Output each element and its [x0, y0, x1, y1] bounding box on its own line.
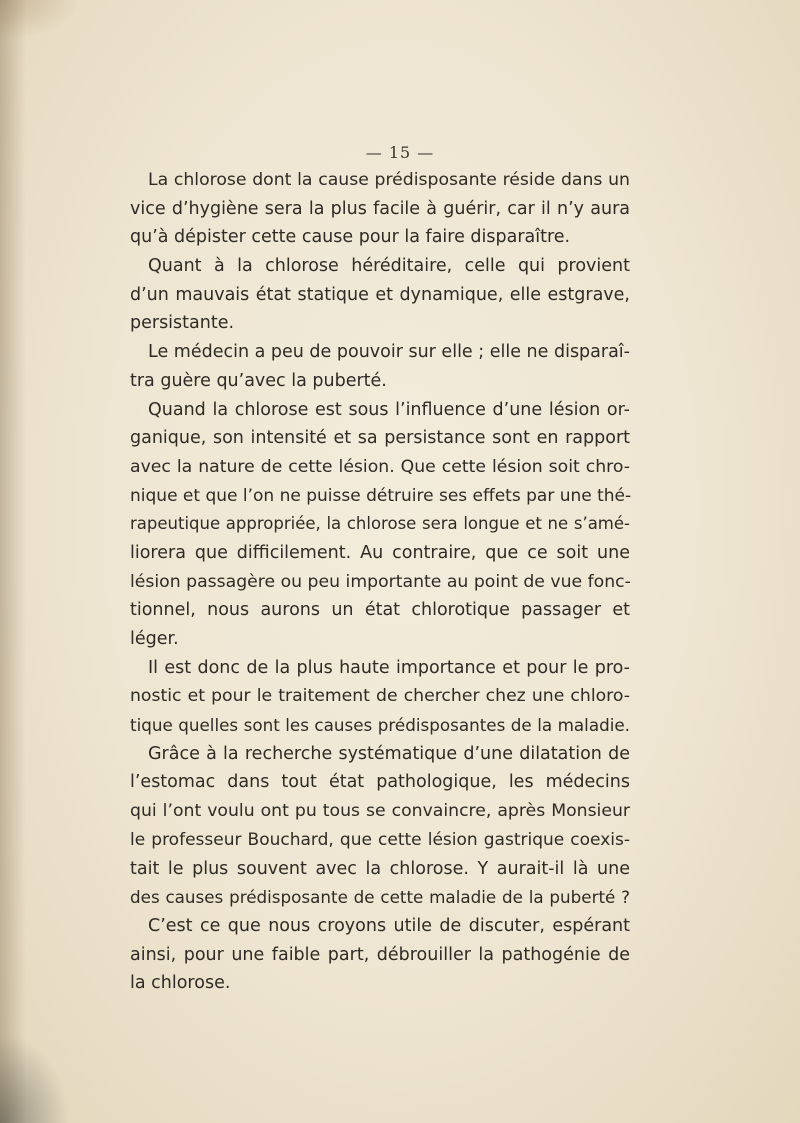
text-line: qui l’ont voulu ont pu tous se convaincre, après Monsieur: [130, 801, 630, 822]
text-line: Le médecin a peu de pouvoir sur elle ; elle ne disparaî-: [148, 342, 630, 363]
text-line: Quand la chlorose est sous l’influence d’une lésion or-: [148, 399, 630, 420]
text-line: ainsi, pour une faible part, débrouiller la pathogénie de: [130, 944, 630, 965]
text-line: Il est donc de la plus haute importance et pour le pro-: [148, 657, 630, 678]
text-line: nostic et pour le traitement de chercher chez une chloro-: [130, 686, 630, 707]
text-line: le professeur Bouchard, que cette lésion gastrique coexis-: [130, 829, 630, 850]
page-edge-shadow: [0, 0, 26, 1123]
text-line: C’est ce que nous croyons utile de discuter, espérant: [148, 915, 630, 936]
page-number: — 15 —: [365, 143, 435, 162]
body-text: [130, 166, 630, 998]
text-line: Grâce à la recherche systématique d’une dilatation de: [148, 743, 630, 764]
text-line: tait le plus souvent avec la chlorose. Y aurait-il là une: [130, 858, 630, 879]
text-line: avec la nature de cette lésion. Que cette lésion soit chro-: [130, 456, 630, 477]
text-line: La chlorose dont la cause prédisposante réside dans un: [148, 170, 630, 190]
paper-stain-corner: [0, 1033, 70, 1123]
text-line: vice d’hygiène sera la plus facile à guérir, car il n’y aura: [130, 198, 630, 219]
text-line: l’estomac dans tout état pathologique, les médecins: [130, 772, 630, 793]
text-line: nique et que l’on ne puisse détruire ses effets par une thé-: [130, 485, 632, 506]
text-line: qu’à dépister cette cause pour la faire disparaître.: [130, 227, 571, 248]
text-line: la chlorose.: [130, 973, 231, 994]
text-line: Quant à la chlorose héréditaire, celle qui provient: [148, 256, 630, 277]
text-line: rapeutique appropriée, la chlorose sera longue et ne s’amé-: [130, 514, 630, 534]
text-line: tique quelles sont les causes prédisposantes de la maladie.: [130, 715, 630, 736]
paper-stain-top: [0, 0, 80, 40]
text-line: ganique, son intensité et sa persistance sont en rapport: [130, 428, 630, 449]
text-line: lésion passagère ou peu importante au point de vue fonc-: [130, 571, 631, 592]
text-line: tra guère qu’avec la puberté.: [130, 370, 387, 391]
text-line: persistante.: [130, 313, 235, 334]
text-line: léger.: [130, 629, 179, 649]
text-line: liorera que difficilement. Au contraire, que ce soit une: [130, 542, 630, 563]
text-line: des causes prédisposante de cette maladie de la puberté ?: [130, 887, 630, 908]
text-line: d’un mauvais état statique et dynamique, elle estgrave,: [130, 284, 630, 305]
text-line: tionnel, nous aurons un état chlorotique passager et: [130, 600, 630, 621]
